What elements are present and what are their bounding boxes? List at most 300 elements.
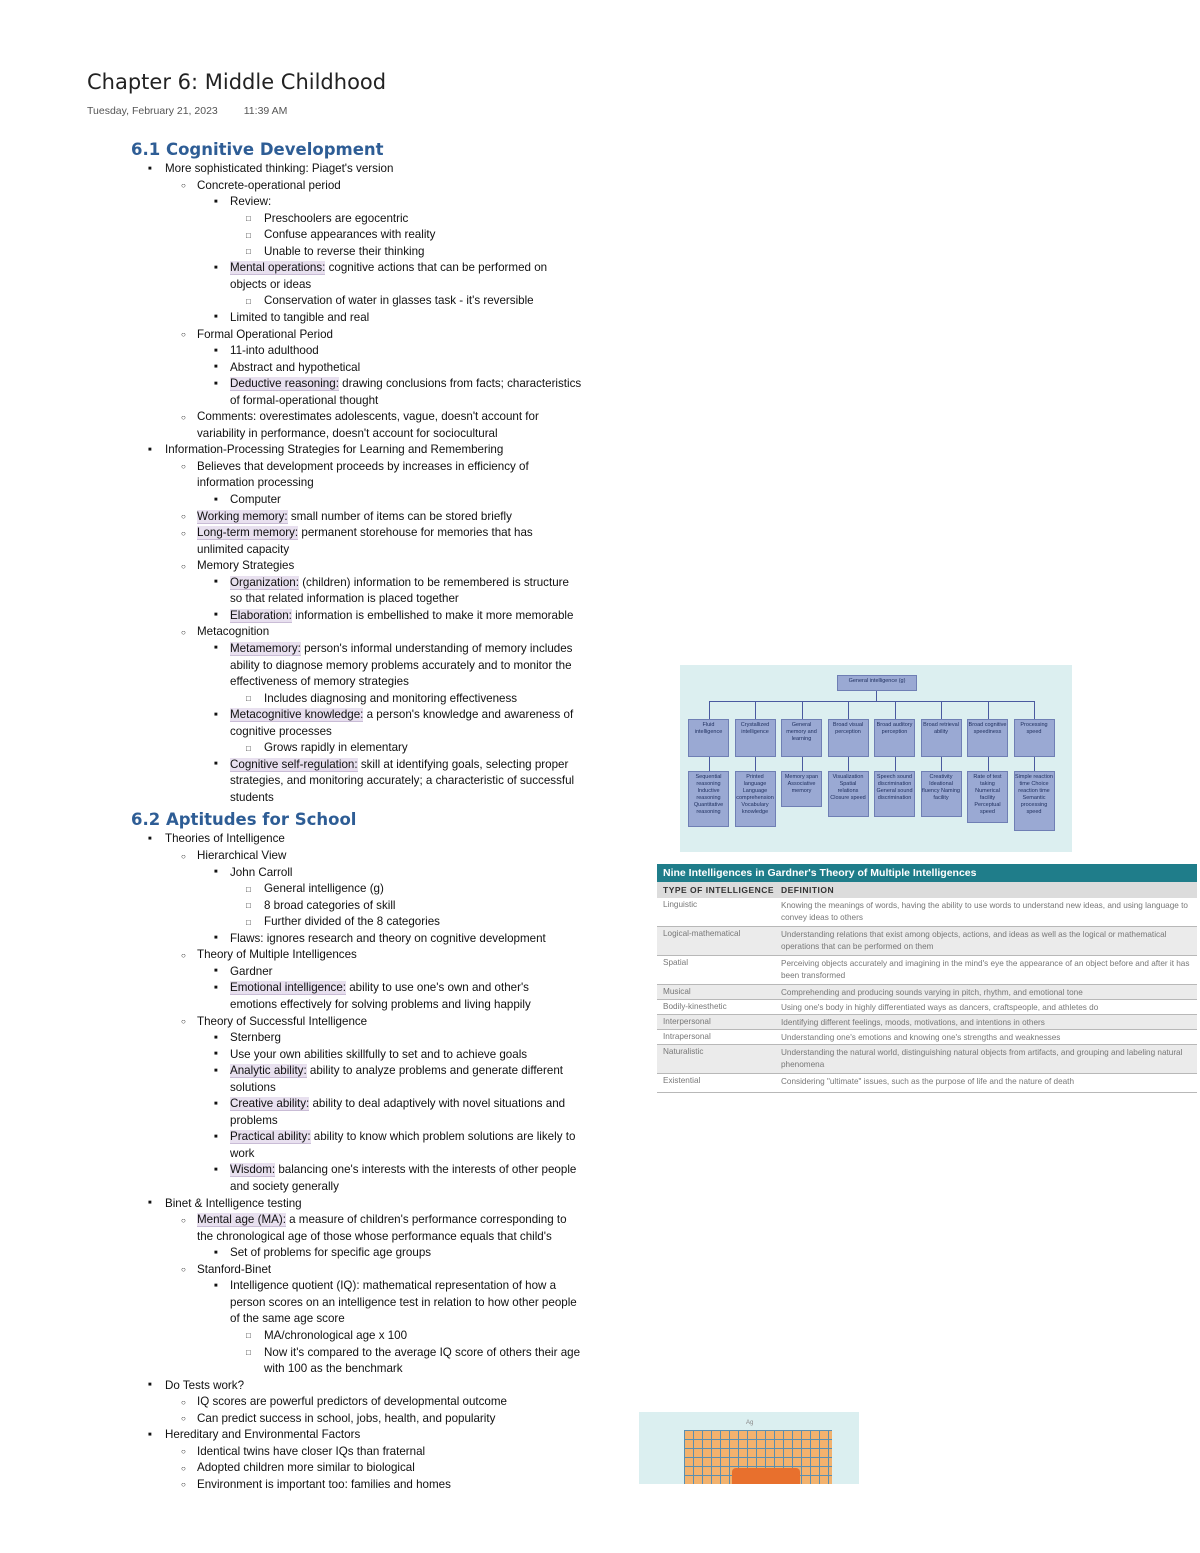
outline-item (230, 575, 569, 590)
item-text: ability to know which problem solutions are likely to (310, 1130, 576, 1144)
outline-item (230, 1162, 576, 1177)
outline-item (264, 898, 395, 913)
outline-item (230, 1030, 281, 1045)
item-text: variability in performance, doesn't account for sociocultural (197, 426, 498, 440)
bullet-icon: □ (246, 694, 251, 704)
item-text: Gardner (230, 964, 273, 978)
intelligence-definition: Perceiving objects accurately and imagining in the mind's eye the appearance of an object before and after it has been transformed (781, 959, 1190, 980)
item-text: General intelligence (g) (264, 882, 384, 896)
item-text: cognitive processes (230, 724, 332, 738)
bullet-icon: □ (246, 1331, 251, 1341)
item-text: Theory of Multiple Intelligences (197, 948, 357, 962)
key-term: Working memory: (197, 509, 288, 523)
bullet-icon: ■ (214, 1034, 218, 1041)
outline-item (197, 178, 341, 193)
bullet-icon: ○ (181, 1447, 186, 1457)
key-term: Metamemory: (230, 641, 301, 655)
chart-broad-node: Broad retrieval ability (921, 719, 962, 757)
chart-narrow-node: Simple reaction time Choice reaction time Semantic processing speed (1014, 771, 1055, 831)
intelligence-definition: Knowing the meanings of words, having the ability to use words to understand new ideas, and using language to convey ideas to others (781, 901, 1188, 922)
item-text: Unable to reverse their thinking (264, 244, 425, 258)
item-text: 8 broad categories of skill (264, 898, 396, 912)
item-text: ability to deal adaptively with novel situations and (309, 1097, 566, 1111)
intelligence-definition: Considering "ultimate" issues, such as the purpose of life and the nature of death (781, 1077, 1075, 1086)
outline-item (197, 525, 533, 540)
bullet-icon: ○ (181, 1265, 186, 1275)
bullet-icon: ○ (181, 1480, 186, 1490)
date-text: Tuesday, February 21, 2023 (87, 105, 218, 117)
item-text: 11-into adulthood (230, 344, 319, 358)
item-text: Memory Strategies (197, 559, 295, 573)
outline-item (264, 914, 440, 929)
outline-item (197, 1262, 271, 1277)
key-term: Mental operations: (230, 261, 326, 275)
bullet-icon: □ (246, 884, 251, 894)
key-term: Long-term memory: (197, 526, 299, 540)
item-text: IQ scores are powerful predictors of developmental outcome (197, 1395, 507, 1409)
item-text: effectiveness of memory strategies (230, 675, 409, 689)
bullet-icon: ■ (214, 1067, 218, 1074)
item-text: Limited to tangible and real (230, 310, 370, 324)
section-heading: 6.2 Aptitudes for School (131, 810, 357, 830)
outline-item (230, 1245, 431, 1260)
item-text: so that related information is placed together (230, 592, 459, 606)
key-term: Emotional intelligence: (230, 981, 347, 995)
gardner-table-row (657, 956, 1197, 985)
outline-item (197, 1477, 451, 1492)
item-text: Intelligence quotient (IQ): mathematical representation of how a (230, 1279, 557, 1293)
outline-item (230, 260, 547, 275)
item-text: Hierarchical View (197, 849, 287, 862)
bullet-icon: ■ (214, 496, 218, 503)
outline-item-continuation (197, 1229, 552, 1244)
outline-item (165, 1427, 360, 1442)
bullet-icon: ■ (214, 935, 218, 942)
outline-item (197, 1014, 367, 1029)
bullet-icon: ■ (148, 446, 152, 453)
outline-item-continuation (230, 790, 274, 805)
bullet-icon: ■ (214, 711, 218, 718)
bullet-icon: ■ (214, 968, 218, 975)
outline-item-continuation (230, 277, 311, 292)
outline-item (197, 509, 512, 524)
outline-item-continuation (230, 1113, 278, 1128)
bullet-icon: □ (246, 296, 251, 306)
outline-item-continuation (230, 1179, 339, 1194)
chart-narrow-node: Creativity Ideational fluency Naming facility (921, 771, 962, 817)
bullet-icon: ■ (214, 347, 218, 354)
item-text: a measure of children's performance corresponding to (285, 1213, 567, 1227)
item-text: with 100 as the benchmark (264, 1362, 403, 1376)
chart-top-node: General intelligence (g) (837, 675, 917, 691)
outline-item (230, 376, 581, 391)
item-text: Now it's compared to the average IQ score of others their age (264, 1345, 581, 1359)
outline-item-continuation (230, 1146, 254, 1161)
bullet-icon: ■ (214, 314, 218, 321)
item-text: Set of problems for specific age groups (230, 1246, 432, 1260)
item-text: small number of items can be stored briefly (287, 509, 512, 523)
connector-line (941, 757, 942, 771)
connector-line (895, 701, 896, 719)
outline-item-continuation (230, 997, 531, 1012)
outline-item-continuation (230, 773, 574, 788)
item-text: drawing conclusions from facts; characteristics (338, 377, 582, 391)
item-text: Theory of Successful Intelligence (197, 1014, 368, 1028)
outline-item (165, 831, 285, 846)
bullet-icon: ■ (214, 579, 218, 586)
item-text: Grows rapidly in elementary (264, 741, 408, 755)
gardner-table-row (657, 1015, 1197, 1030)
chart-broad-node: Crystallized intelligence (735, 719, 776, 757)
connector-line (1034, 701, 1035, 719)
item-text: objects or ideas (230, 277, 312, 291)
outline-item (197, 1394, 507, 1409)
chart-broad-node: Broad cognitive speediness (967, 719, 1008, 757)
intelligence-type: Spatial (663, 958, 689, 967)
item-text: Preschoolers are egocentric (264, 211, 409, 225)
outline-item-continuation (230, 674, 409, 689)
item-text: person scores on an intelligence test in relation to how other people (230, 1295, 577, 1309)
item-text: Comments: overestimates adolescents, vague, doesn't account for (197, 410, 539, 424)
item-text: the chronological age of those whose performance equals that child's (197, 1229, 552, 1243)
gardner-table-row (657, 927, 1197, 956)
bullet-icon: ■ (214, 1100, 218, 1107)
connector-line (988, 701, 989, 719)
item-text: strategies, and monitoring accurately; a characteristic of successful (230, 774, 575, 788)
item-text: person's informal understanding of memory includes (300, 641, 573, 655)
item-text: Environment is important too: families and homes (197, 1477, 451, 1491)
outline-item-continuation (197, 542, 289, 557)
item-text: information processing (197, 476, 314, 490)
intelligence-type: Existential (663, 1076, 701, 1085)
item-text: of the same age score (230, 1312, 345, 1326)
item-text: Information-Processing Strategies for Learning and Remembering (165, 443, 504, 457)
item-text: work (230, 1146, 255, 1160)
item-text: balancing one's interests with the interests of other people (275, 1163, 577, 1177)
outline-item-continuation (230, 724, 332, 739)
outline-item (230, 492, 281, 507)
connector-line (848, 757, 849, 771)
item-text: of formal-operational thought (230, 393, 379, 407)
chart-narrow-node: Memory span Associative memory (781, 771, 822, 807)
gardner-table-row (657, 1030, 1197, 1045)
item-text: Metacognition (197, 625, 270, 639)
chart-broad-node: Broad visual perception (828, 719, 869, 757)
item-text: skill at identifying goals, selecting proper (357, 757, 569, 771)
item-text: Sternberg (230, 1031, 281, 1045)
item-text: Identical twins have closer IQs than fraternal (197, 1444, 426, 1458)
gardner-table-row (657, 1045, 1197, 1074)
bullet-icon: ■ (148, 1382, 152, 1389)
key-term: Deductive reasoning: (230, 377, 339, 391)
outline-item (230, 360, 360, 375)
bullet-icon: ■ (214, 612, 218, 619)
connector-line (755, 701, 756, 719)
key-term: Analytic ability: (230, 1064, 307, 1078)
outline-item (230, 310, 369, 325)
intelligence-type: Linguistic (663, 900, 698, 909)
connector-line (848, 701, 849, 719)
item-text: Use your own abilities skillfully to set and to achieve goals (230, 1047, 528, 1061)
outline-item (264, 740, 408, 755)
item-text: (children) information to be remembered is structure (298, 575, 569, 589)
outline-item (197, 1444, 425, 1459)
outline-item (165, 1378, 244, 1393)
bullet-icon: □ (246, 917, 251, 927)
item-text: MA/chronological age x 100 (264, 1328, 408, 1342)
chart-narrow-node: Rate of test taking Numerical facility Perceptual speed (967, 771, 1008, 823)
outline-item (165, 1196, 302, 1211)
outline-item (230, 964, 273, 979)
bullet-icon: □ (246, 1348, 251, 1357)
outline-item (197, 459, 529, 474)
bullet-icon: ■ (214, 1166, 218, 1173)
outline-item (264, 1328, 407, 1343)
bullet-icon: ○ (181, 950, 186, 960)
outline-item (264, 691, 517, 706)
item-text: Conservation of water in glasses task - it's reversible (264, 294, 534, 308)
bullet-icon: ○ (181, 1463, 186, 1473)
item-text: emotions effectively for solving problems and living happily (230, 997, 531, 1011)
item-text: problems (230, 1113, 278, 1127)
key-term: Practical ability: (230, 1130, 311, 1144)
outline-item-continuation (197, 426, 498, 441)
item-text: cognitive actions that can be performed on (325, 261, 548, 275)
outline-item (230, 1047, 527, 1062)
outline-item (230, 865, 293, 880)
item-text: ability to diagnose memory problems accurately and to monitor the (230, 658, 572, 672)
outline-item (230, 194, 271, 209)
outline-item (264, 244, 424, 259)
bullet-icon: ■ (214, 761, 218, 768)
connector-line (755, 757, 756, 771)
outline-item (197, 409, 539, 424)
bullet-icon: ○ (181, 1414, 186, 1424)
item-text: Binet & Intelligence testing (165, 1196, 302, 1210)
chart-narrow-node: Printed language Language comprehension Vocabulary knowledge (735, 771, 776, 827)
bullet-icon: ■ (214, 364, 218, 371)
outline-item (230, 1278, 556, 1293)
outline-item (230, 608, 573, 623)
bullet-icon: ■ (148, 165, 152, 172)
gardner-table-row (657, 898, 1197, 927)
bullet-icon: ○ (181, 1397, 186, 1407)
bullet-icon: ■ (214, 645, 218, 652)
gardner-table-title: Nine Intelligences in Gardner's Theory of Multiple Intelligences (657, 864, 1197, 882)
item-text: students (230, 790, 274, 804)
outline-item-continuation (264, 1361, 403, 1376)
outline-item (264, 1345, 580, 1360)
connector-line (709, 757, 710, 771)
gardner-table-row (657, 985, 1197, 1000)
intelligence-definition: Understanding relations that exist among objects, actions, and ideas as well as the logical or mathematical operations that can be performed on them (781, 930, 1167, 951)
grid-figure-caption: Ag (746, 1420, 754, 1426)
intelligence-type: Intrapersonal (663, 1032, 711, 1041)
bullet-icon: ○ (181, 1017, 186, 1026)
item-text: Can predict success in school, jobs, health, and popularity (197, 1411, 496, 1425)
key-term: Mental age (MA): (197, 1213, 286, 1227)
item-text: Abstract and hypothetical (230, 360, 361, 374)
connector-line (709, 701, 1035, 702)
item-text: Believes that development proceeds by increases in efficiency of (197, 459, 529, 473)
gardner-table-header (657, 882, 1197, 898)
intelligence-type: Naturalistic (663, 1047, 704, 1056)
connector-line (876, 691, 877, 701)
bullet-icon: ■ (214, 1282, 218, 1289)
bullet-icon: ■ (214, 380, 218, 387)
outline-item (230, 980, 529, 995)
bullet-icon: ■ (214, 1249, 218, 1256)
item-text: Stanford-Binet (197, 1262, 272, 1276)
bullet-icon: □ (246, 901, 251, 911)
intelligence-type: Bodily-kinesthetic (663, 1002, 727, 1011)
bullet-icon: ■ (214, 198, 218, 205)
intelligence-definition: Understanding one's emotions and knowing one's strengths and weaknesses (781, 1033, 1061, 1042)
item-text: John Carroll (230, 865, 293, 879)
outline-item (197, 848, 286, 863)
bullet-icon: ■ (214, 1051, 218, 1058)
key-term: Organization: (230, 575, 299, 589)
connector-line (802, 701, 803, 719)
bullet-icon: ○ (181, 330, 186, 339)
chart-broad-node: Broad auditory perception (874, 719, 915, 757)
connector-line (802, 757, 803, 771)
outline-item (230, 1129, 575, 1144)
chart-broad-node: Fluid intelligence (688, 719, 729, 757)
bullet-icon: ■ (214, 984, 218, 991)
connector-line (895, 757, 896, 771)
item-text: permanent storehouse for memories that has (298, 526, 533, 540)
outline-item (165, 442, 503, 457)
bullet-icon: ○ (181, 851, 186, 861)
bullet-icon: ○ (181, 627, 186, 637)
gardner-table (657, 864, 1197, 1102)
intelligence-type: Logical-mathematical (663, 929, 741, 938)
outline-item-continuation (230, 1311, 345, 1326)
outline-item-continuation (230, 1080, 276, 1095)
item-text: Further divided of the 8 categories (264, 915, 440, 929)
bullet-icon: ○ (181, 528, 186, 538)
bullet-icon: ○ (181, 462, 186, 472)
outline-item (197, 1411, 495, 1426)
chart-narrow-node: Speech sound discrimination General sound discrimination (874, 771, 915, 817)
item-text: Computer (230, 493, 281, 506)
chart-broad-node: General memory and learning (781, 719, 822, 757)
grid-figure-shape (732, 1468, 800, 1484)
item-text: Theories of Intelligence (165, 832, 285, 846)
key-term: Metacognitive knowledge: (230, 708, 364, 722)
bullet-icon: ■ (214, 869, 218, 876)
outline-item (197, 327, 333, 342)
item-text: Do Tests work? (165, 1378, 245, 1392)
outline-item (165, 161, 393, 176)
bullet-icon: □ (246, 743, 251, 753)
bullet-icon: ○ (181, 512, 186, 522)
outline-item-continuation (230, 658, 572, 673)
item-text: Hereditary and Environmental Factors (165, 1428, 361, 1442)
outline-item (230, 1096, 565, 1111)
outline-item (230, 757, 568, 772)
bullet-icon: ○ (181, 561, 186, 571)
bullet-icon: ■ (148, 1200, 152, 1207)
outline-item (197, 947, 357, 962)
outline-item (230, 641, 572, 656)
outline-item (264, 211, 408, 226)
bullet-icon: ■ (214, 1133, 218, 1140)
item-text: More sophisticated thinking: Piaget's version (165, 162, 394, 175)
gardner-table-row (657, 1000, 1197, 1015)
outline-item (264, 227, 435, 242)
chart-narrow-node: Sequential reasoning Inductive reasoning Quantitative reasoning (688, 771, 729, 827)
outline-item (230, 707, 573, 722)
intelligence-type: Musical (663, 987, 691, 996)
bullet-icon: □ (246, 247, 251, 257)
col-type-header: TYPE OF INTELLIGENCE (663, 885, 775, 895)
bullet-icon: ■ (148, 1431, 152, 1438)
outline-item-continuation (230, 591, 459, 606)
connector-line (709, 701, 710, 719)
key-term: Elaboration: (230, 608, 292, 622)
connector-line (1034, 757, 1035, 771)
key-term: Creative ability: (230, 1097, 310, 1111)
item-text: Confuse appearances with reality (264, 228, 436, 242)
outline-item-continuation (197, 475, 314, 490)
connector-line (988, 757, 989, 771)
chart-broad-node: Processing speed (1014, 719, 1055, 757)
section-heading: 6.1 Cognitive Development (131, 140, 384, 159)
outline-item-continuation (230, 1295, 577, 1310)
bullet-icon: ○ (181, 1215, 186, 1225)
item-text: Concrete-operational period (197, 178, 341, 192)
item-text: Formal Operational Period (197, 327, 333, 341)
bullet-icon: □ (246, 230, 251, 240)
col-def-header: DEFINITION (781, 885, 835, 895)
item-text: Review: (230, 195, 272, 209)
outline-item-continuation (230, 393, 378, 408)
grid-figure-image (639, 1412, 859, 1484)
intelligence-definition: Understanding the natural world, distinguishing natural objects from artifacts, and grouping and labeling natural phenomena (781, 1048, 1183, 1069)
key-term: Cognitive self-regulation: (230, 757, 358, 771)
intelligence-type: Interpersonal (663, 1017, 711, 1026)
bullet-icon: ○ (181, 412, 186, 422)
outline-item (230, 1063, 563, 1078)
item-text: Includes diagnosing and monitoring effectiveness (264, 691, 518, 705)
intelligence-definition: Comprehending and producing sounds varying in pitch, rhythm, and emotional tone (781, 988, 1083, 997)
item-text: Flaws: ignores research and theory on cognitive development (230, 931, 546, 945)
outline-item (197, 558, 294, 573)
outline-item (230, 931, 546, 946)
item-text: a person's knowledge and awareness of (363, 708, 574, 722)
item-text: information is embellished to make it more memorable (291, 608, 574, 622)
gardner-table-row (657, 1074, 1197, 1093)
outline-item (230, 343, 319, 358)
bullet-icon: ○ (181, 181, 186, 191)
outline-item (264, 881, 384, 896)
intelligence-definition: Using one's body in highly differentiated ways as dancers, craftspeople, and athletes do (781, 1003, 1099, 1012)
bullet-icon: ■ (214, 264, 218, 271)
item-text: solutions (230, 1080, 276, 1094)
bullet-icon: ■ (148, 835, 152, 842)
item-text: Adopted children more similar to biological (197, 1461, 415, 1475)
connector-line (941, 701, 942, 719)
hierarchical-intelligence-chart (680, 665, 1072, 852)
outline-item (197, 1212, 567, 1227)
chart-narrow-node: Visualization Spatial relations Closure speed (828, 771, 869, 817)
item-text: ability to analyze problems and generate different (306, 1064, 563, 1078)
item-text: ability to use one's own and other's (346, 981, 529, 995)
intelligence-definition: Identifying different feelings, moods, motivations, and intentions in others (781, 1018, 1045, 1027)
page-title: Chapter 6: Middle Childhood (87, 70, 387, 94)
